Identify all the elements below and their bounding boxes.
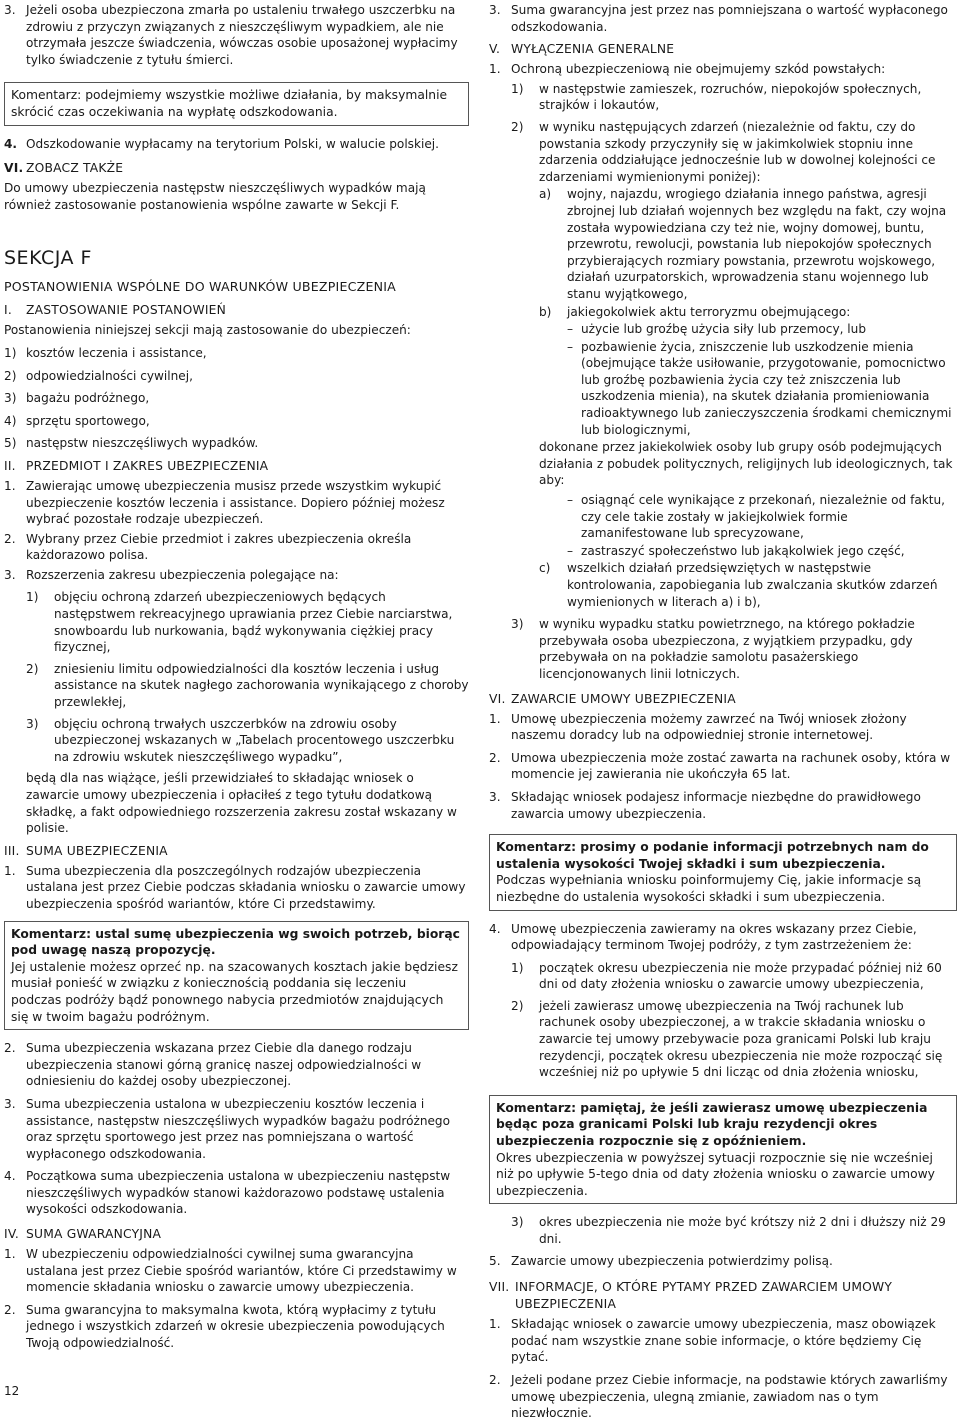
item-text: Umowę ubezpieczenia zawieramy na okres wskazany przez Ciebie, odpowiadający terminom Twojej podróży, z tym zastrzeżeniem że: <box>511 921 917 953</box>
section-number: VII. <box>489 1280 510 1295</box>
item-number: 2) <box>26 661 39 676</box>
item-text: użycie lub groźbę użycia siły lub przemocy, lub <box>581 322 866 337</box>
item-number: 3) <box>511 617 524 632</box>
comment-box <box>489 834 957 910</box>
item-text: Umowa ubezpieczenia może zostać zawarta na rachunek osoby, która w momencie jej zawierania nie ukończyła 65 lat. <box>511 750 951 782</box>
item-number: – <box>567 322 574 337</box>
item-text: zniesieniu limitu odpowiedzialności dla kosztów leczenia i usług assistance na skutek nagłego zachorowania wynikającego z choroby przewlekłej, <box>54 661 469 710</box>
paragraph-item <box>4 863 469 913</box>
sub-item <box>511 1214 957 1247</box>
item-number: 3) <box>26 716 39 731</box>
dash-item <box>567 339 957 439</box>
sub-item <box>26 716 469 766</box>
section-heading <box>4 1226 469 1243</box>
dash-item <box>567 321 957 338</box>
section-title: SUMA UBEZPIECZENIA <box>26 843 168 858</box>
item-number: – <box>567 543 574 558</box>
item-number: 4. <box>4 136 18 151</box>
section-number: VI. <box>489 691 506 706</box>
comment-heading: Komentarz: ustal sumę ubezpieczenia wg swoich potrzeb, biorąc pod uwagę naszą propozycję. <box>11 926 460 958</box>
item-number: 5) <box>4 436 17 451</box>
item-text: Suma gwarancyjna to maksymalna kwota, którą wypłacimy z tytułu jednego i wszystkich zdarzeń w okresie ubezpieczenia powodujących Twoją odpowiedzialność. <box>26 1302 445 1351</box>
item-text: początek okresu ubezpieczenia nie może przypadać później niż 60 dni od daty złożenia wniosku o zawarcie umowy ubezpieczenia, <box>539 960 942 992</box>
section-title: WYŁĄCZENIA GENERALNE <box>511 42 675 57</box>
item-number: 1) <box>26 590 39 605</box>
dash-item <box>567 492 957 542</box>
section-text: Do umowy ubezpieczenia następstw nieszczęśliwych wypadków mają również zastosowanie postanowienia wspólne zawarte w Sekcji F. <box>4 181 426 212</box>
section-number: III. <box>4 843 20 858</box>
item-number: 3. <box>489 789 501 804</box>
item-number: b) <box>539 304 552 319</box>
item-number: 2) <box>4 368 17 383</box>
paragraph-item <box>489 789 957 822</box>
item-text: w wyniku wypadku statku powietrznego, na którego pokładzie przebywała osoba ubezpieczona, z wyjątkiem przypadku, gdy przebywała on na pokładzie samolotu pasażerskiego licencjonowanych linii lotniczych. <box>539 617 915 681</box>
paragraph-item <box>4 1040 469 1090</box>
section-number: V. <box>489 42 501 57</box>
sub-item <box>511 616 957 682</box>
item-number: 5. <box>489 1253 501 1268</box>
letter-item <box>539 186 957 302</box>
item-text: Składając wniosek o zawarcie umowy ubezpieczenia, masz obowiązek podać nam wszystkie znane sobie informacje, o które będziemy Cię pytać. <box>511 1317 936 1365</box>
item-text: w następstwie zamieszek, rozruchów, niepokojów społecznych, strajków i lokautów, <box>539 81 922 113</box>
sub-item <box>511 960 957 993</box>
item-number: 1. <box>489 62 501 77</box>
item-text: Składając wniosek podajesz informacje niezbędne do prawidłowego zawarcia umowy ubezpieczenia. <box>511 789 921 821</box>
paragraph-item <box>4 1096 469 1162</box>
sekcja-subtitle: POSTANOWIENIA WSPÓLNE DO WARUNKÓW UBEZPIECZENIA <box>4 279 396 295</box>
item-text: objęciu ochroną zdarzeń ubezpieczeniowych będących następstwem rekreacyjnego uprawiania przez Ciebie narciarstwa, snowboardu lub nurkowania, bądź wykonywania ciężkiej pracy fizycznej, <box>54 590 453 655</box>
scope-list <box>4 345 469 452</box>
section-heading <box>489 41 957 58</box>
page-number: 12 <box>4 1384 20 1398</box>
list-item <box>4 435 469 452</box>
list-item <box>4 345 469 362</box>
comment-box <box>4 82 469 125</box>
sub-item <box>511 119 957 185</box>
paragraph-item <box>4 1302 469 1352</box>
item-text: Suma ubezpieczenia ustalona w ubezpieczeniu kosztów leczenia i assistance, następstw nieszczęśliwych wypadków bagażu podróżnego oraz sprzętu sportowego jest przez nas pomniejszana o wartość wypłaconego odszkodowania. <box>26 1096 451 1161</box>
paragraph-item <box>489 1253 957 1270</box>
section-heading <box>489 1279 957 1313</box>
item-text: Umowę ubezpieczenia możemy zawrzeć na Twój wniosek złożony naszemu doradcy lub na odpowiedniej stronie internetowej. <box>511 711 907 743</box>
item-number: 1. <box>4 863 16 878</box>
dash-item <box>567 543 957 560</box>
section-number: IV. <box>4 1227 19 1242</box>
item-text: sprzętu sportowego, <box>26 413 150 428</box>
item-number: 2. <box>489 750 501 765</box>
paragraph-item <box>4 567 469 584</box>
item-text: jakiegokolwiek aktu terroryzmu obejmującego: <box>567 304 851 319</box>
item-number: 2) <box>511 998 524 1013</box>
continuation-text: będą dla nas wiążące, jeśli przewidziałeś to składając wniosek o zawarcie umowy ubezpieczenia i opłaciłeś z tego tytułu dodatkową składkę, a fakt odpowiedniego rozszerzenia zakresu został wskazany w polisie. <box>26 771 457 836</box>
item-number: c) <box>539 561 551 576</box>
left-column <box>4 2 469 1355</box>
comment-box <box>4 921 469 1031</box>
item-number: – <box>567 339 574 354</box>
item-number: 1) <box>4 345 17 360</box>
comment-heading: Komentarz: pamiętaj, że jeśli zawierasz umowę ubezpieczenia będąc poza granicami Polski lub kraju rezydencji okres ubezpieczenia rozpocznie się z opóźnieniem. <box>496 1100 928 1149</box>
item-text: odpowiedzialności cywilnej, <box>26 368 193 383</box>
section-title: ZASTOSOWANIE POSTANOWIEŃ <box>26 303 227 318</box>
item-number: 1) <box>511 960 524 975</box>
paragraph-item <box>4 1246 469 1296</box>
item-text: następstw nieszczęśliwych wypadków. <box>26 436 259 451</box>
item-number: 1. <box>489 1317 501 1332</box>
comment-text: Komentarz: podejmiemy wszystkie możliwe działania, by maksymalnie skrócić czas oczekiwania na wypłatę odszkodowania. <box>11 88 448 119</box>
item-number: 4. <box>4 1169 16 1184</box>
item-text: Wybrany przez Ciebie przedmiot i zakres ubezpieczenia określa każdorazowo polisa. <box>26 531 412 563</box>
section-title: ZAWARCIE UMOWY UBEZPIECZENIA <box>511 691 736 706</box>
paragraph-item <box>489 61 957 78</box>
section-heading <box>4 843 469 860</box>
sub-item <box>26 661 469 711</box>
item-number: 3. <box>4 3 16 17</box>
paragraph-item <box>489 921 957 954</box>
paragraph-item <box>4 478 469 528</box>
item-number: 2. <box>489 1372 501 1387</box>
paragraph-item <box>4 136 469 153</box>
item-text: Jeżeli osoba ubezpieczona zmarła po ustaleniu trwałego uszczerbku na zdrowiu z przyczyn związanych z nieszczęśliwym wypadkiem, ale nie otrzymała jeszcze świadczenia, wówczas osobie uposażonej wypłacimy tylko świadczenie z tytułu śmierci. <box>26 3 458 67</box>
paragraph-item <box>489 1316 957 1366</box>
paragraph-item <box>489 750 957 783</box>
item-number: 3) <box>4 391 17 406</box>
item-number: – <box>567 493 574 508</box>
item-number: 3. <box>4 1096 16 1111</box>
section-heading <box>4 458 469 475</box>
item-number: 1) <box>511 81 524 96</box>
item-text: Początkowa suma ubezpieczenia ustalona w ubezpieczeniu następstw nieszczęśliwych wypadków stanowi każdorazowo podstawę ustalenia wysokości odszkodowania. <box>26 1169 451 1217</box>
section-heading <box>489 691 957 708</box>
comment-body: Jej ustalenie możesz oprzeć np. na szacowanych kosztach jakie będziesz musiał ponieść w związku z koniecznością poddania się leczeniu podczas podróży bądź ponownego nabycia przedmiotów znajdujących się w twoim bagażu podróżnym. <box>11 959 458 1024</box>
paragraph-item <box>4 2 469 68</box>
item-number: 1. <box>4 478 16 493</box>
item-number: 1. <box>489 711 501 726</box>
item-text: okres ubezpieczenia nie może być krótszy niż 2 dni i dłuższy niż 29 dni. <box>539 1215 946 1246</box>
item-number: 3) <box>511 1215 524 1230</box>
section-title: ZOBACZ TAKŻE <box>26 161 124 176</box>
continuation-text: dokonane przez jakiekolwiek osoby lub grupy osób podejmujących działania z pobudek politycznych, religijnych lub ideologicznych, tak aby: <box>539 440 953 488</box>
item-text: kosztów leczenia i assistance, <box>26 345 207 360</box>
item-text: zastraszyć społeczeństwo lub jakąkolwiek jego część, <box>581 543 905 558</box>
item-text: Ochroną ubezpieczeniową nie obejmujemy szkód powstałych: <box>511 62 886 77</box>
item-number: a) <box>539 187 552 202</box>
item-number: 4. <box>489 921 501 936</box>
item-text: W ubezpieczeniu odpowiedzialności cywilnej suma gwarancyjna ustalana jest przez Ciebie spośród wariantów, które Ci przedstawimy w momencie składania wniosku o zawarcie umowy ubezpieczenia. <box>26 1247 457 1295</box>
item-text: Suma ubezpieczenia wskazana przez Ciebie dla danego rodzaju ubezpieczenia stanowi górną granicę naszej odpowiedzialności w odniesieniu do każdej osoby ubezpieczonej. <box>26 1041 422 1089</box>
letter-item <box>539 304 957 321</box>
item-text: osiągnąć cele wynikające z przekonań, niezależnie od faktu, czy cele takie zostały w jakiejkolwiek formie zamanifestowane lub sprecyzowane, <box>581 493 945 541</box>
item-number: 2) <box>511 119 524 134</box>
list-item <box>4 390 469 407</box>
item-number: 3. <box>4 567 16 582</box>
list-item <box>4 368 469 385</box>
section-number: I. <box>4 303 12 318</box>
item-text: Zawarcie umowy ubezpieczenia potwierdzimy polisą. <box>511 1253 833 1268</box>
item-text: objęciu ochroną trwałych uszczerbków na zdrowiu osoby ubezpieczonej wskazanych w „Tabelach procentowego uszczerbku na zdrowiu wskutek nieszczęśliwego wypadku”, <box>54 716 455 764</box>
section-number: VI. <box>4 161 24 176</box>
comment-body: Podczas wypełniania wniosku poinformujemy Cię, jakie informacje są niezbędne do ustalenia wysokości składki i sum ubezpieczenia. <box>496 873 922 904</box>
item-text: wojny, najazdu, wrogiego działania innego państwa, agresji zbrojnej lub działań wojennych bez względu na fakt, czy wojna została wypowiedziana czy też nie, wojny domowej, buntu, przewrotu, rewolucji, powstania lub niepokojów społecznych przybierających rozmiary powstania, przewrotu wojskowego, działań uzurpatorskich, wprowadzenia stanu wojennego lub stanu wyjątkowego, <box>567 187 947 301</box>
item-number: 1. <box>4 1247 16 1262</box>
item-text: Odszkodowanie wypłacamy na terytorium Polski, w walucie polskiej. <box>26 136 439 151</box>
item-text: bagażu podróżnego, <box>26 391 150 406</box>
paragraph-item <box>4 1168 469 1218</box>
list-item <box>4 413 469 430</box>
item-number: 4) <box>4 413 17 428</box>
item-text: Rozszerzenia zakresu ubezpieczenia polegające na: <box>26 567 339 582</box>
paragraph-item <box>489 711 957 744</box>
item-text: Zawierając umowę ubezpieczenia musisz przede wszystkim wykupić ubezpieczenie kosztów leczenia i assistance. Dopiero później możesz wybrać pozostałe rodzaje ubezpieczeń. <box>26 478 445 527</box>
section-heading <box>4 160 469 177</box>
item-number: 2. <box>4 531 16 546</box>
comment-heading: Komentarz: prosimy o podanie informacji potrzebnych nam do ustalenia wysokości Twojej składki i sum ubezpieczenia. <box>496 840 929 871</box>
section-title: SUMA GWARANCYJNA <box>26 1227 162 1242</box>
item-text: wszelkich działań przedsięwziętych w następstwie kontrolowania, zapobiegania lub zwalczania skutków zdarzeń wymienionych w literach a) i b), <box>567 561 938 609</box>
item-number: 2. <box>4 1302 16 1317</box>
item-number: 2. <box>4 1041 16 1056</box>
letter-item <box>539 560 957 610</box>
item-text: w wyniku następujących zdarzeń (niezależnie od faktu, czy do powstania szkody przyczyniły się w jakimkolwiek stopniu inne zdarzenia oddziałujące jednocześnie lub w dowolnej kolejności ce zdarzeniami wymienionymi poniżej): <box>539 119 936 184</box>
section-number: II. <box>4 458 16 473</box>
item-text: Suma ubezpieczenia dla poszczególnych rodzajów ubezpieczenia ustalana jest przez Ciebie podczas składania wniosku o zawarcie umowy ubezpieczenia spośród wariantów, które Ci przedstawimy. <box>26 863 466 911</box>
paragraph-item <box>489 1372 957 1422</box>
sekcja-title: SEKCJA F <box>4 247 92 270</box>
paragraph-item <box>489 2 957 35</box>
sub-item <box>26 589 469 655</box>
comment-body: Okres ubezpieczenia w powyższej sytuacji rozpocznie się nie wcześniej niż po upływie 5-tego dnia od daty złożenia wniosku o zawarcie umowy ubezpieczenia. <box>496 1150 935 1198</box>
section-heading <box>4 302 469 319</box>
comment-box <box>489 1095 957 1205</box>
item-text: Jeżeli podane przez Ciebie informacje, na podstawie których zawarliśmy umowę ubezpieczenia, ulegną zmianie, zawiadom nas o tym niezwłocznie. <box>511 1372 948 1421</box>
sub-item <box>511 998 957 1081</box>
sub-item <box>511 81 957 114</box>
paragraph-item <box>4 531 469 564</box>
section-title: PRZEDMIOT I ZAKRES UBEZPIECZENIA <box>26 458 269 473</box>
right-column <box>489 2 957 1425</box>
item-number: 3. <box>489 3 501 17</box>
section-title: INFORMACJE, O KTÓRE PYTAMY PRZED ZAWARCIEM UMOWY UBEZPIECZENIA <box>515 1280 893 1312</box>
item-text: jeżeli zawierasz umowę ubezpieczenia na Twój rachunek lub rachunek osoby ubezpieczonej, a w trakcie składania wniosku o zawarcie tej umowy przebywacie poza granicami Polski lub kraju rezydencji, początek okresu ubezpieczenia nie może rozpocząć się wcześniej niż po upływie 5 dni licząc od dnia złożenia wniosku, <box>539 998 943 1080</box>
item-text: Suma gwarancyjna jest przez nas pomniejszana o wartość wypłaconego odszkodowania. <box>511 3 948 34</box>
section-intro: Postanowienia niniejszej sekcji mają zastosowanie do ubezpieczeń: <box>4 323 411 338</box>
item-text: pozbawienie życia, zniszczenie lub uszkodzenie mienia (obejmujące także usiłowanie, przygotowanie, pomocnictwo lub groźbę pozbawienia życia czy też zniszczenia lub uszkodzenia mienia), na skutek działania promieniowania radioaktywnego lub zanieczyszczenia środkami chemicznymi lub biologicznymi, <box>581 339 952 437</box>
